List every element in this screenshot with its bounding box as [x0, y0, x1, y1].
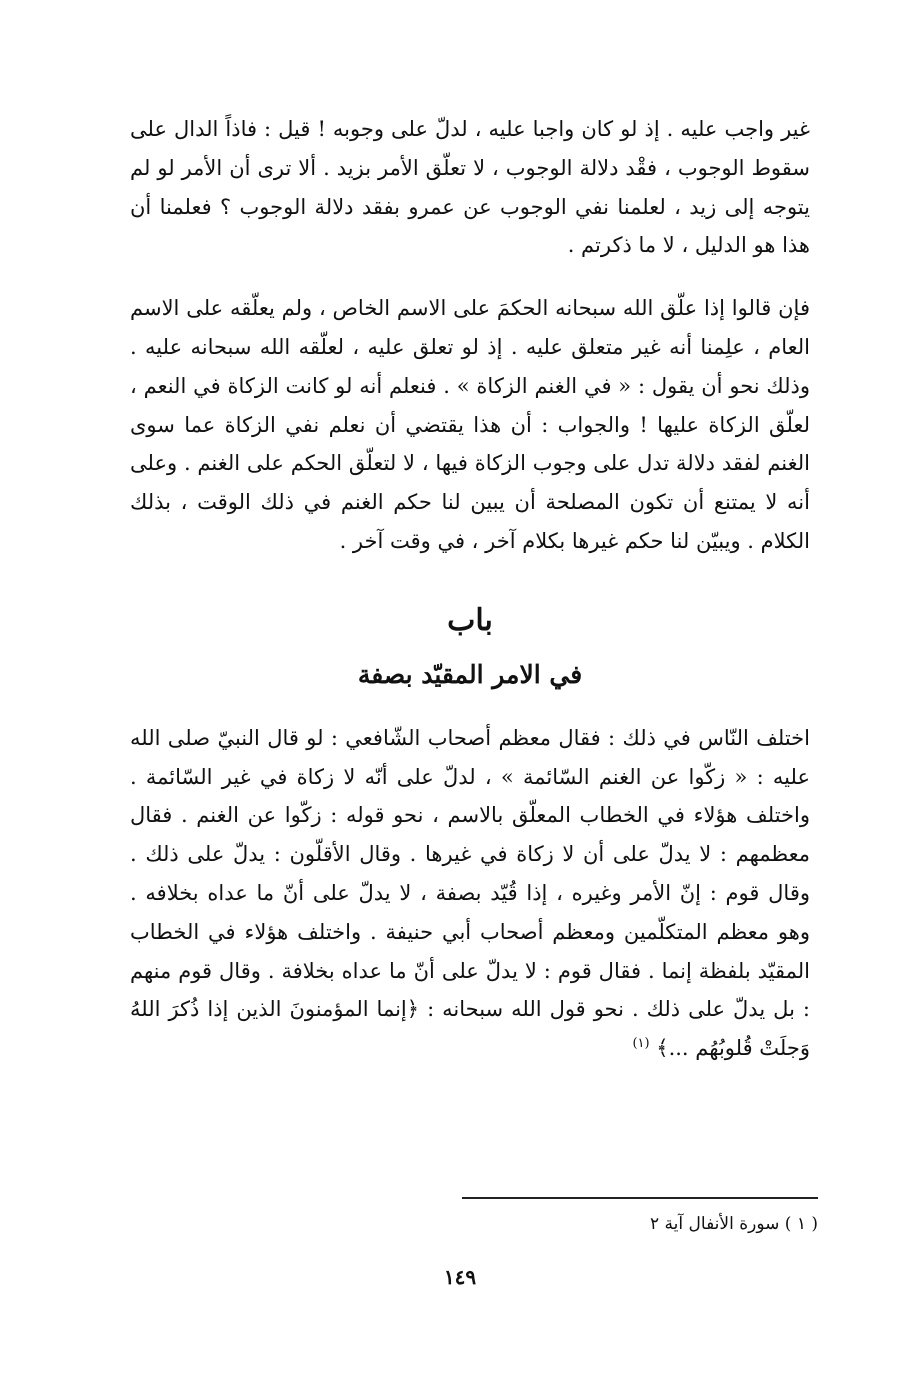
paragraph-2: فإن قالوا إذا علّق الله سبحانه الحكمَ على الاسم الخاص ، ولم يعلّقه على الاسم العام ، علِمنا أنه غير متعلق عليه . إذ لو تعلق عليه ، لعلّقه الله سبحانه عليه . وذلك نحو أن يقول : « في الغنم الزكاة » . فنعلم أنه لو كانت الزكاة في النعم ، لعلّق الزكاة عليها ! والجواب : أن هذا يقتضي أن نعلم نفي الزكاة عما سوى الغنم لفقد دلالة تدل على وجوب الزكاة فيها ، لا لتعلّق الحكم على الغنم . وعلى أنه لا يمتنع أن تكون المصلحة أن يبين لنا حكم الغنم في ذلك الوقت ، بذلك الكلام . ويبيّن لنا حكم غيرها بكلام آخر ، في وقت آخر .: [130, 296, 810, 553]
paragraph-1: غير واجب عليه . إذ لو كان واجبا عليه ، لدلّ على وجوبه ! قيل : فاذاً الدال على سقوط الوجوب ، فقْد دلالة الوجوب ، لا تعلّق الأمر بزيد . ألا ترى أن الأمر لو لم يتوجه إلى زيد ، لعلمنا نفي الوجوب عن عمرو بفقد دلالة الوجوب ؟ فعلمنا أن هذا هو الدليل ، لا ما ذكرتم .: [130, 117, 810, 258]
paragraph-3: [130, 719, 810, 1068]
chapter-heading: باب: [447, 602, 493, 638]
footnote-reference-marker: (١): [632, 1036, 650, 1052]
page-number: ١٤٩: [443, 1265, 477, 1289]
paragraph-3-text: اختلف النّاس في ذلك : فقال معظم أصحاب الشّافعي : لو قال النبيّ صلى الله عليه : « زكّوا عن الغنم السّائمة » ، لدلّ على أنّه لا زكاة في غير السّائمة . واختلف هؤلاء في الخطاب المعلّق بالاسم ، نحو قوله : زكّوا عن الغنم . فقال معظمهم : لا يدلّ على أن لا زكاة في غيرها . وقال الأقلّون : يدلّ على ذلك . وقال قوم : إنّ الأمر وغيره ، إذا قُيّد بصفة ، لا يدلّ على أنّ ما عداه بخلافه . وهو معظم المتكلّمين ومعظم أصحاب أبي حنيفة . واختلف هؤلاء في الخطاب المقيّد بلفظة إنما . فقال قوم : لا يدلّ على أنّ ما عداه بخلافة . وقال قوم منهم : بل يدلّ على ذلك . نحو قول الله سبحانه : ﴿إنما المؤمنونَ الذين إذا ذُكرَ اللهُ وَجلَتْ قُلوبُهُم ...﴾: [130, 725, 810, 1061]
footnote: ( ١ ) سورة الأنفال آية ٢: [650, 1214, 818, 1234]
page-body: [130, 110, 810, 1068]
footnote-separator: [462, 1197, 818, 1199]
chapter-title: في الامر المقيّد بصفة: [357, 659, 583, 689]
